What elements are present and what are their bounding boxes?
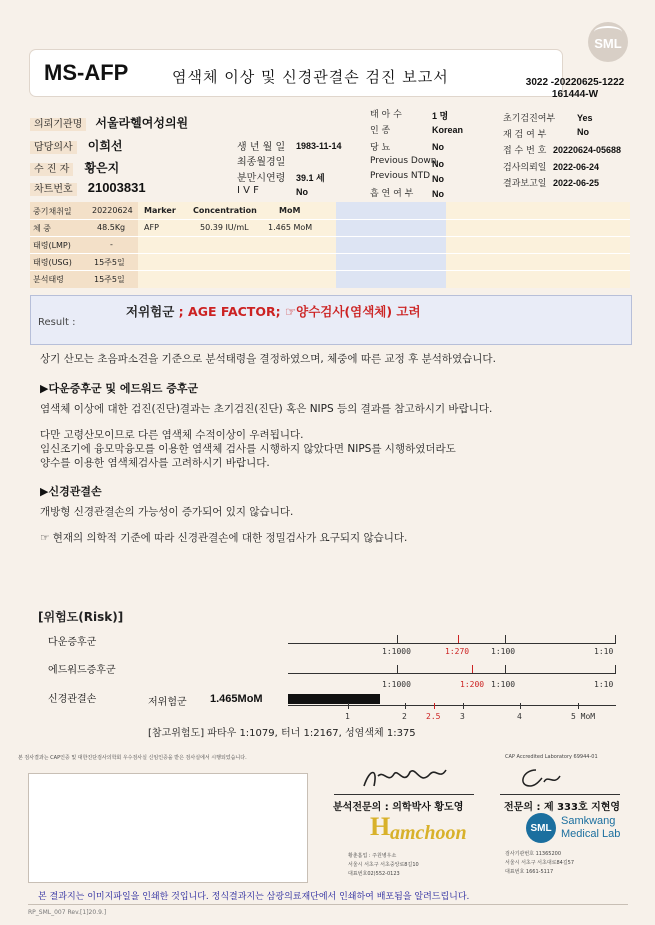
marker-value: AFP: [144, 223, 159, 232]
age-value: 39.1 세: [296, 173, 325, 183]
doctor-label: 담당의사: [30, 141, 77, 154]
grid-right-block-b: [446, 202, 630, 288]
smoke-value: No: [432, 189, 444, 199]
sml-lab-logo: SML: [526, 813, 556, 843]
footer-cap-id: CAP Accredited Laboratory 69944-01: [505, 754, 598, 760]
race-label: 인 종: [370, 126, 391, 136]
result-label: Result :: [38, 317, 76, 328]
dob-value: 1983-11-14: [296, 141, 342, 151]
edwards-scale-line: [288, 673, 616, 674]
ntd-tick-3: 2.5: [426, 712, 441, 721]
edwards-tick-2: 1:200: [460, 680, 485, 689]
hamchoon-stamp-h-icon: H: [370, 812, 391, 841]
down-tick-1: 1:1000: [382, 647, 411, 656]
smoke-label: 흡 연 여 부: [370, 189, 414, 199]
concentration-value: 50.39 IU/mL: [200, 223, 249, 232]
accept-label: 접 수 번 호: [503, 146, 547, 156]
section-down-edwards: ▶다운증후군 및 에드워드 증후군: [40, 382, 199, 395]
patient-row: [30, 157, 119, 176]
ivf-label: I V F: [237, 185, 259, 196]
first-test-label: 초기검진여부: [503, 114, 556, 124]
rep-date-label: 결과보고일: [503, 179, 547, 189]
edwards-tick-3: 1:100: [491, 680, 516, 689]
chart-label: 차트번호: [30, 183, 77, 196]
retest-value: No: [577, 127, 589, 137]
ntd-tick-6: 5 MoM: [571, 712, 596, 721]
result-risk: 저위험군: [126, 304, 175, 319]
document-number: 3022 -20220625-1222 161444-W: [525, 77, 625, 100]
lmp-label: 최종월경일: [237, 157, 286, 168]
body-p1: 염색체 이상에 대한 검진(진단)결과는 초기검진(진단) 혹은 NIPS 등의 결과를 참고하시기 바랍니다.: [40, 403, 493, 415]
ivf-value: No: [296, 187, 308, 197]
analyst-signature-icon: [360, 762, 450, 794]
dob-label: 생 년 월 일: [237, 142, 286, 153]
lab-name: Samkwang Medical Lab: [561, 815, 621, 840]
form-number: RP_SML_007 Rev.[1]20.9.]: [28, 909, 107, 916]
lmp-age-value: -: [110, 240, 113, 249]
rep-date-value: 2022-06-25: [553, 178, 600, 188]
down-tick-2: 1:270: [445, 647, 470, 656]
ntd-scale-line: [288, 705, 616, 706]
address-right: 검사기관번호 11365200 서울시 서초구 서초대로84길57 대표번호 1661-5117: [505, 851, 575, 875]
analysis-age-value: 15주5일: [94, 275, 125, 284]
body-p3: 개방형 신경관결손의 가능성이 증가되어 있지 않습니다.: [40, 506, 294, 518]
ntd-tick-1: 1: [345, 712, 350, 721]
specialist-signature-icon: [514, 764, 564, 792]
institution-row: [30, 112, 188, 131]
report-title: 염색체 이상 및 신경관결손 검진 보고서: [172, 68, 449, 86]
analysis-age-label: 분석태령: [33, 275, 64, 284]
ntd-tick-2: 2: [402, 712, 407, 721]
weight-date-label: 중기채취일: [33, 207, 72, 216]
first-test-value: Yes: [577, 113, 593, 123]
result-recommendation: ; AGE FACTOR; ☞양수검사(염색체) 고려: [174, 304, 421, 319]
diabetes-label: 당 뇨: [370, 143, 391, 153]
down-label: 다운증후군: [48, 637, 97, 648]
logo-arc-icon: [594, 26, 622, 38]
grid-right-block-a: [336, 202, 446, 288]
chart-row: [30, 177, 146, 196]
measurement-grid: [30, 202, 630, 288]
prev-down-label: Previous Down: [370, 156, 437, 166]
reference-risk: [참고위험도] 파타우 1:1079, 터너 1:2167, 성염색체 1:375: [148, 728, 416, 739]
edwards-tick-4: 1:10: [594, 680, 614, 689]
race-value: Korean: [432, 125, 464, 135]
ntd-label: 신경관결손: [48, 694, 97, 705]
lmp-age-label: 태령(LMP): [33, 241, 71, 250]
marker-header: Marker: [144, 206, 176, 215]
prev-down-value: No: [432, 159, 444, 169]
body-p2c: 양수를 이용한 염색체검사를 고려하시기 바랍니다.: [40, 457, 270, 469]
usg-age-label: 태령(USG): [33, 258, 72, 267]
weight-date-value: 20220624: [92, 206, 133, 215]
down-scale-line: [288, 643, 616, 644]
specialist-caption: 전문의 : 제 333호 지현영: [504, 802, 621, 813]
concentration-header: Concentration: [193, 206, 257, 215]
fetus-label: 태 아 수: [370, 110, 402, 120]
mom-header: MoM: [279, 206, 301, 215]
analyst-caption: 분석전문의 : 의학박사 황도영: [333, 802, 464, 813]
body-p2a: 다만 고령산모이므로 다른 염색체 수적이상이 우려됩니다.: [40, 429, 304, 441]
accept-value: 20220624-05688: [553, 145, 622, 155]
footer-cap-note: 본 검사결과는 CAP인증 및 대한진단검사의학회 우수검사실 신임인증을 받은 검사실에서 시행되었습니다.: [18, 755, 247, 761]
risk-title: [위험도(Risk)]: [38, 610, 124, 624]
down-tick-4: 1:10: [594, 647, 614, 656]
footer-notice: 본 결과지는 이미지파일을 인쇄한 것입니다. 정식결과지는 삼광의료재단에서 인쇄하여 배포됨을 알려드립니다.: [38, 892, 470, 902]
sml-logo: SML: [588, 22, 628, 62]
retest-label: 재 검 여 부: [503, 130, 547, 140]
address-left: 황춘흡업 : 주원병우소 서울시 서초구 서초중앙로8길10 대표번호02)552-0123: [348, 853, 419, 877]
edwards-label: 에드워드증후군: [48, 665, 116, 676]
mom-value: 1.465 MoM: [268, 223, 313, 232]
req-date-value: 2022-06-24: [553, 162, 600, 172]
weight-value: 48.5Kg: [97, 223, 126, 232]
ntd-risk-bar: [288, 694, 380, 704]
section-ntd: ▶신경관결손: [40, 485, 102, 498]
chart-value: 21003831: [87, 180, 146, 195]
ntd-mom: 1.465MoM: [210, 693, 263, 705]
report-code: MS-AFP: [44, 60, 129, 85]
institution-label: 의뢰기관명: [30, 118, 86, 131]
diabetes-value: No: [432, 142, 444, 152]
down-tick-3: 1:100: [491, 647, 516, 656]
body-p4: ☞ 현재의 의학적 기준에 따라 신경관결손에 대한 정밀검사가 요구되지 않습니다.: [40, 532, 408, 544]
hamchoon-stamp: amchoon: [390, 822, 467, 844]
req-date-label: 검사의뢰일: [503, 163, 547, 173]
prev-ntd-label: Previous NTD: [370, 171, 431, 181]
edwards-tick-1: 1:1000: [382, 680, 411, 689]
memo-box: [28, 773, 308, 883]
ntd-tick-5: 4: [517, 712, 522, 721]
weight-label: 체 중: [33, 224, 51, 233]
age-label: 분만시연령: [237, 173, 286, 184]
usg-age-value: 15주5일: [94, 258, 125, 267]
ntd-tick-4: 3: [460, 712, 465, 721]
patient-value: 황은지: [84, 161, 120, 175]
ntd-risk: 저위험군: [148, 697, 187, 708]
result-text: [126, 302, 421, 320]
doctor-row: [30, 135, 123, 154]
prev-ntd-value: No: [432, 174, 444, 184]
doctor-value: 이희선: [87, 139, 123, 153]
body-intro: 상기 산모는 초음파소견을 기준으로 분석태령을 결정하였으며, 체중에 따른 교정 후 분석하였습니다.: [40, 353, 496, 365]
patient-label: 수 진 자: [30, 163, 73, 176]
fetus-value: 1 명: [432, 111, 449, 121]
institution-value: 서울라헬여성의원: [95, 116, 189, 130]
body-p2b: 임신조기에 융모막융모를 이용한 염색체 검사를 시행하지 않았다면 NIPS를 시행하였더라도: [40, 443, 456, 455]
